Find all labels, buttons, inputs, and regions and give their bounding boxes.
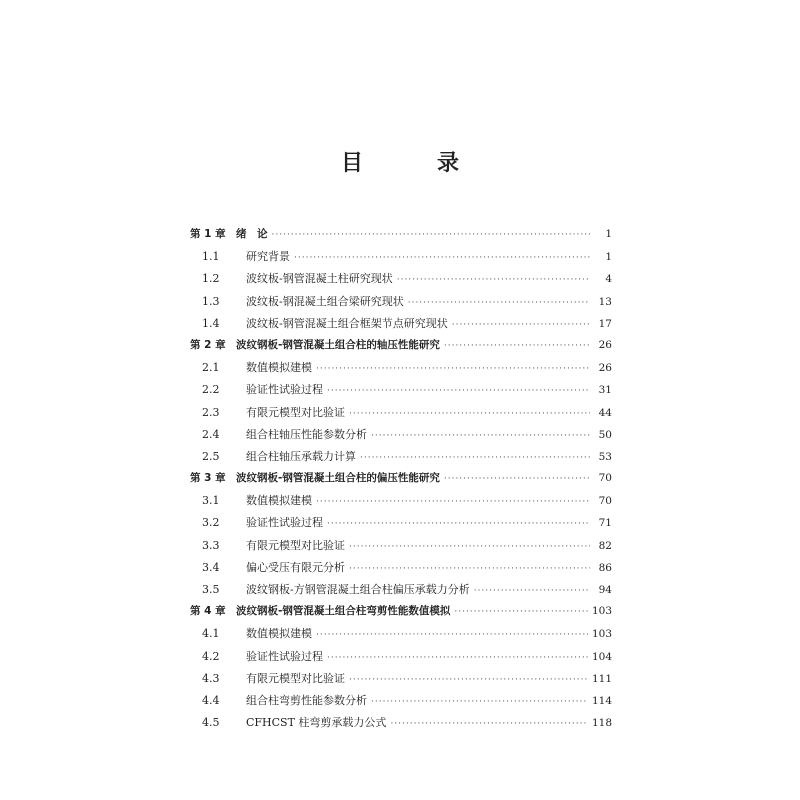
dot-leader [316, 630, 588, 640]
toc-entry-page-number: 17 [598, 317, 612, 330]
toc-entry-number: 3.1 [202, 494, 220, 508]
toc-section-entry [190, 714, 612, 736]
dot-leader [316, 497, 590, 507]
toc-entry-number: 2.3 [202, 405, 220, 419]
toc-section-entry [190, 426, 612, 448]
toc-entry-page-number: 26 [598, 338, 612, 351]
toc-section-entry [190, 293, 612, 315]
toc-entry-title: 绪 论 [236, 228, 268, 240]
toc-entry-title: 波纹板-钢管混凝土柱研究现状 [246, 272, 393, 286]
toc-section-entry [190, 248, 612, 270]
toc-section-entry [190, 559, 612, 581]
toc-section-entry [190, 625, 612, 647]
toc-entry-title: CFHCST 柱弯剪承载力公式 [246, 716, 387, 730]
toc-entry-page-number: 103 [591, 605, 612, 618]
toc-entry-title: 有限元模型对比验证 [246, 405, 345, 419]
toc-entry-page-number: 13 [598, 295, 612, 308]
toc-entry-number: 3.3 [202, 538, 220, 552]
toc-entry-page-number: 111 [591, 672, 612, 685]
toc-entry-title: 验证性试验过程 [246, 383, 323, 397]
toc-section-entry [190, 381, 612, 403]
toc-entry-page-number: 118 [591, 717, 612, 730]
toc-entry-title: 有限元模型对比验证 [246, 671, 345, 685]
toc-section-entry [190, 492, 612, 514]
toc-entry-page-number: 94 [598, 584, 612, 596]
toc-section-entry [190, 448, 612, 470]
dot-leader [371, 431, 590, 441]
toc-chapter-entry [190, 226, 612, 248]
toc-entry-title: 波纹钢板-钢管混凝土组合柱的轴压性能研究 [236, 338, 440, 351]
dot-leader [349, 542, 590, 552]
toc-entry-page-number: 70 [598, 495, 612, 508]
toc-chapter-entry [190, 603, 612, 625]
dot-leader [316, 364, 590, 374]
toc-entry-page-number: 103 [591, 628, 612, 641]
toc-section-entry [190, 692, 612, 714]
toc-entry-page-number: 82 [598, 539, 612, 552]
toc-entry-page-number: 4 [605, 273, 612, 286]
toc-section-entry [190, 359, 612, 381]
toc-entry-number: 2.5 [202, 449, 220, 463]
toc-chapter-entry [190, 337, 612, 359]
toc-entry-title: 有限元模型对比验证 [246, 538, 345, 552]
toc-entry-title: 组合柱弯剪性能参数分析 [246, 693, 367, 707]
dot-leader [327, 653, 588, 663]
toc-entry-number: 4.3 [202, 671, 220, 685]
toc-entry-page-number: 1 [605, 251, 612, 264]
toc-entry-page-number: 71 [598, 517, 612, 530]
dot-leader [454, 607, 588, 617]
toc-entry-number: 1.2 [202, 272, 220, 286]
toc-entry-number: 4.5 [202, 716, 220, 730]
toc-section-entry [190, 404, 612, 426]
toc-entry-page-number: 53 [598, 450, 612, 463]
dot-leader [327, 386, 590, 396]
toc-entry-number: 2.1 [202, 361, 220, 375]
toc-entry-number: 4.4 [202, 693, 220, 707]
dot-leader [349, 675, 588, 685]
dot-leader [272, 230, 591, 240]
dot-leader [444, 341, 590, 351]
toc-entry-number: 1.4 [202, 316, 220, 330]
toc-entry-number: 3.2 [202, 516, 220, 530]
toc-section-entry [190, 514, 612, 536]
page-title: 目 录 [340, 151, 485, 176]
toc-chapter-entry [190, 470, 612, 492]
toc-entry-number: 2.4 [202, 427, 220, 441]
dot-leader [390, 719, 588, 729]
toc-entry-number: 4.1 [202, 627, 220, 641]
toc-entry-title: 波纹板-钢混凝土组合梁研究现状 [246, 294, 404, 308]
toc-entry-number: 第 4 章 [190, 605, 226, 618]
toc-entry-page-number: 1 [605, 228, 612, 240]
dot-leader [397, 275, 590, 285]
toc-entry-number: 第 1 章 [190, 228, 226, 240]
toc-entry-title: 波纹板-钢管混凝土组合框架节点研究现状 [246, 316, 448, 330]
toc-entry-title: 波纹钢板-钢管混凝土组合柱的偏压性能研究 [236, 472, 440, 485]
toc-section-entry [190, 648, 612, 670]
toc-entry-number: 3.4 [202, 560, 220, 574]
toc-section-entry [190, 315, 612, 337]
toc-entry-page-number: 31 [598, 384, 612, 397]
toc-entry-title: 验证性试验过程 [246, 516, 323, 530]
toc-entry-number: 1.3 [202, 294, 220, 308]
dot-leader [452, 320, 590, 330]
dot-leader [408, 298, 590, 308]
dot-leader [294, 253, 590, 263]
dot-leader [349, 564, 590, 574]
dot-leader [444, 474, 590, 484]
toc-entry-page-number: 86 [598, 561, 612, 574]
toc-entry-title: 数值模拟建模 [246, 494, 312, 508]
dot-leader [327, 519, 590, 529]
toc-entry-title: 波纹钢板-方钢管混凝土组合柱偏压承载力分析 [246, 583, 470, 596]
toc-entry-number: 3.5 [202, 583, 220, 596]
toc-section-entry [190, 670, 612, 692]
table-of-contents [190, 226, 612, 736]
toc-entry-page-number: 50 [598, 428, 612, 441]
toc-entry-number: 第 2 章 [190, 338, 226, 351]
dot-leader [349, 409, 590, 419]
dot-leader [360, 453, 590, 463]
dot-leader [474, 586, 590, 596]
toc-entry-number: 4.2 [202, 649, 220, 663]
toc-section-entry [190, 537, 612, 559]
toc-entry-page-number: 104 [591, 650, 612, 663]
toc-entry-title: 验证性试验过程 [246, 649, 323, 663]
toc-entry-page-number: 114 [591, 694, 612, 707]
toc-entry-title: 数值模拟建模 [246, 361, 312, 375]
toc-entry-title: 组合柱轴压承载力计算 [246, 449, 356, 463]
toc-section-entry [190, 270, 612, 292]
toc-entry-number: 第 3 章 [190, 472, 226, 485]
toc-entry-title: 波纹钢板-钢管混凝土组合柱弯剪性能数值模拟 [236, 605, 451, 618]
toc-entry-title: 研究背景 [246, 250, 290, 264]
toc-entry-title: 偏心受压有限元分析 [246, 560, 345, 574]
toc-entry-page-number: 70 [598, 472, 612, 485]
toc-entry-page-number: 26 [598, 362, 612, 375]
toc-entry-title: 数值模拟建模 [246, 627, 312, 641]
dot-leader [371, 697, 588, 707]
toc-entry-number: 1.1 [202, 250, 220, 264]
toc-entry-page-number: 44 [598, 406, 612, 419]
toc-section-entry [190, 581, 612, 603]
toc-entry-title: 组合柱轴压性能参数分析 [246, 427, 367, 441]
toc-entry-number: 2.2 [202, 383, 220, 397]
